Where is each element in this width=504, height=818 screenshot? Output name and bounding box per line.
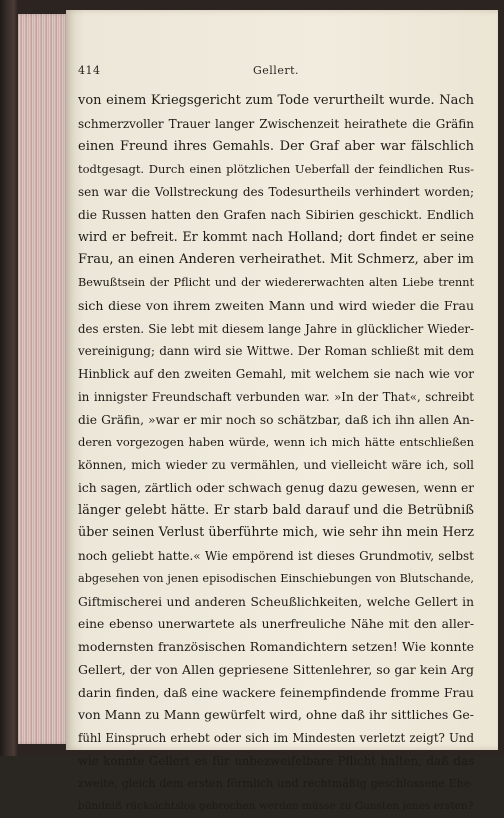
text-line: sen war die Vollstreckung des Todesurtheils verhindert worden; — [78, 185, 474, 199]
text-line: eine ebenso unerwartete als unerfreuliche Nähe mit den aller- — [78, 617, 474, 632]
page-number: 414 — [78, 64, 101, 77]
text-line: von Mann zu Mann gewürfelt wird, ohne daß ihr sittliches Ge- — [78, 707, 474, 723]
text-line: können, mich wieder zu vermählen, und vielleicht wäre ich, soll — [78, 458, 474, 472]
text-line: länger gelebt hätte. Er starb bald darauf und die Betrübniß — [78, 502, 474, 518]
text-line: deren vorgezogen haben würde, wenn ich mich hätte entschließen — [78, 435, 474, 450]
running-head: Gellert. — [252, 64, 300, 77]
body-text — [78, 90, 474, 818]
text-line: wird er befreit. Er kommt nach Holland; dort findet er seine — [78, 229, 474, 245]
text-line: über seinen Verlust überführte mich, wie sehr ihn mein Herz — [78, 525, 474, 541]
text-line: des ersten. Sie lebt mit diesem lange Jahre in glücklicher Wieder- — [78, 321, 474, 336]
text-line: einen Freund ihres Gemahls. Der Graf aber war fälschlich — [78, 138, 474, 154]
text-line: zweite, gleich dem ersten förmlich und rechtmäßig geschlossene Ehe- — [78, 776, 474, 790]
text-line: wie konnte Gellert es für unbezweifelbare Pflicht halten, daß das — [78, 753, 474, 768]
text-line: die Russen hatten den Grafen nach Sibirien geschickt. Endlich — [78, 207, 474, 222]
text-line: bündniß rücksichtslos gebrochen werden müsse zu Gunsten jenes ersten? — [78, 800, 474, 813]
text-line: modernsten französischen Romandichtern setzen! Wie konnte — [78, 639, 474, 654]
text-line: in innigster Freundschaft verbunden war. »In der That«, schreibt — [78, 389, 474, 404]
text-line: Hinblick auf den zweiten Gemahl, mit welchem sie nach wie vor — [78, 367, 474, 381]
text-line: abgesehen von jenen episodischen Einschiebungen von Blutschande, — [78, 571, 474, 585]
text-line: vereinigung; dann wird sie Wittwe. Der Roman schließt mit dem — [78, 344, 474, 359]
text-line: sich diese von ihrem zweiten Mann und wird wieder die Frau — [78, 297, 474, 313]
text-line: schmerzvoller Trauer langer Zwischenzeit heirathete die Gräfin — [78, 116, 474, 131]
book-binding-edge — [18, 14, 68, 744]
text-line: darin finden, daß eine wackere feinempfindende fromme Frau — [78, 684, 474, 700]
text-line: ich sagen, zärtlich oder schwach genug dazu gewesen, wenn er — [78, 480, 474, 495]
page-header — [78, 64, 474, 82]
text-line: Bewußtsein der Pflicht und der wiedererwachten alten Liebe trennt — [78, 276, 474, 289]
text-line: Giftmischerei und anderen Scheußlichkeiten, welche Gellert in — [78, 594, 474, 609]
text-line: Gellert, der von Allen gepriesene Sittenlehrer, so gar kein Arg — [78, 661, 474, 677]
text-line: fühl Einspruch erhebt oder sich im Mindesten verletzt zeigt? Und — [78, 731, 474, 745]
text-line: von einem Kriegsgericht zum Tode verurtheilt wurde. Nach — [78, 93, 474, 108]
text-line: Frau, an einen Anderen verheirathet. Mit Schmerz, aber im — [78, 252, 474, 268]
text-line: todtgesagt. Durch einen plötzlichen Ueberfall der feindlichen Rus- — [78, 162, 474, 177]
text-line: noch geliebt hatte.« Wie empörend ist dieses Grundmotiv, selbst — [78, 549, 474, 563]
text-line: die Gräfin, »war er mir noch so schätzbar, daß ich ihn allen An- — [78, 412, 474, 427]
